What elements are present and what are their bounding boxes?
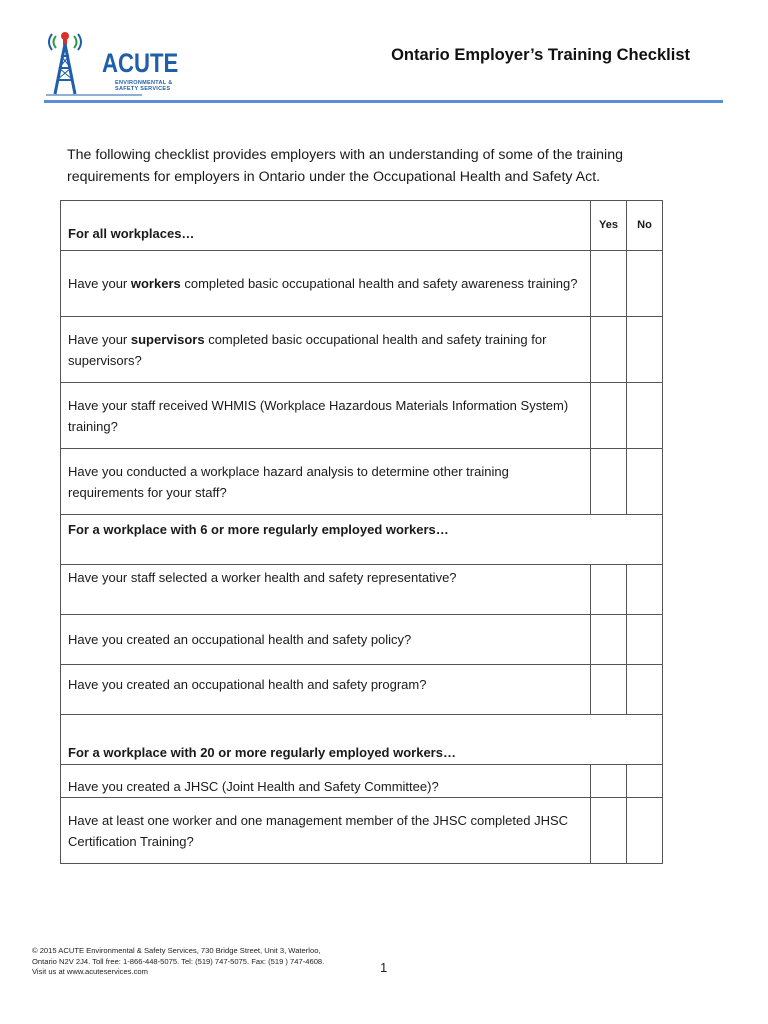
- table-row: [61, 615, 663, 665]
- page-number: 1: [380, 960, 388, 975]
- no-checkbox[interactable]: [627, 565, 663, 615]
- emphasis-workers: workers: [130, 276, 181, 291]
- training-checklist-table: [60, 200, 663, 864]
- company-logo: [42, 28, 179, 98]
- no-checkbox[interactable]: [627, 665, 663, 715]
- table-row: [61, 449, 663, 515]
- no-checkbox[interactable]: [627, 798, 663, 864]
- yes-checkbox[interactable]: [591, 798, 627, 864]
- intro-paragraph: The following checklist provides employers with an understanding of some of the training requirements for employers in Ontario under the Occupational Health and Safety Act.: [67, 147, 623, 185]
- section-row: [61, 715, 663, 765]
- no-column-header: No: [627, 201, 663, 251]
- table-row: [61, 765, 663, 798]
- page-title: Ontario Employer’s Training Checklist: [391, 46, 690, 64]
- logo-subtitle-line2: SAFETY SERVICES: [115, 86, 171, 92]
- table-row: [61, 665, 663, 715]
- yes-column-header: Yes: [591, 201, 627, 251]
- no-checkbox[interactable]: [627, 383, 663, 449]
- no-checkbox[interactable]: [627, 615, 663, 665]
- question-jhsc-certification: Have at least one worker and one management member of the JHSC completed JHSC Certification Training?: [61, 798, 591, 864]
- yes-checkbox[interactable]: [591, 615, 627, 665]
- question-workers-training: Have your workers completed basic occupational health and safety awareness training?: [61, 251, 591, 317]
- header-divider: [44, 100, 723, 103]
- section-heading: For a workplace with 20 or more regularly employed workers…: [61, 715, 663, 765]
- logo-subtitle: [115, 80, 172, 92]
- question-supervisors-training: Have your supervisors completed basic occupational health and safety training for supervisors?: [61, 317, 591, 383]
- section-heading: For all workplaces…: [61, 201, 591, 251]
- question-hs-policy: Have you created an occupational health and safety policy?: [61, 615, 591, 665]
- logo-subtitle-line1: ENVIRONMENTAL &: [115, 80, 173, 86]
- question-hs-representative: Have your staff selected a worker health and safety representative?: [61, 565, 591, 615]
- no-checkbox[interactable]: [627, 765, 663, 798]
- emphasis-supervisors: supervisors: [130, 331, 205, 347]
- table-row: [61, 383, 663, 449]
- question-whmis: Have your staff received WHMIS (Workplace Hazardous Materials Information System) training?: [61, 383, 591, 449]
- table-row: [61, 565, 663, 615]
- yes-checkbox[interactable]: [591, 765, 627, 798]
- no-checkbox[interactable]: [627, 251, 663, 317]
- yes-checkbox[interactable]: [591, 565, 627, 615]
- table-row: [61, 798, 663, 864]
- question-hazard-analysis: Have you conducted a workplace hazard analysis to determine other training requirements for your staff?: [61, 449, 591, 515]
- question-jhsc-created: Have you created a JHSC (Joint Health and Safety Committee)?: [61, 765, 591, 798]
- table-row: [61, 317, 663, 383]
- table-row: [61, 251, 663, 317]
- section-heading: For a workplace with 6 or more regularly employed workers…: [61, 515, 663, 565]
- logo-wordmark: ACUTE: [102, 48, 179, 78]
- question-hs-program: Have you created an occupational health and safety program?: [61, 665, 591, 715]
- no-checkbox[interactable]: [627, 317, 663, 383]
- no-checkbox[interactable]: [627, 449, 663, 515]
- yes-checkbox[interactable]: [591, 665, 627, 715]
- section-row: [61, 515, 663, 565]
- yes-checkbox[interactable]: [591, 251, 627, 317]
- yes-checkbox[interactable]: [591, 317, 627, 383]
- yes-checkbox[interactable]: [591, 383, 627, 449]
- yes-checkbox[interactable]: [591, 449, 627, 515]
- footer-contact-info: © 2015 ACUTE Environmental & Safety Services, 730 Bridge Street, Unit 3, Waterloo, Ontario N2V 2J4. Toll free: 1-866-448-5075. Tel: (519) 747-5075. Fax: (519 ) 747-4608. Visit us at www.acuteservices.com: [32, 946, 325, 976]
- table-header-row: [61, 201, 663, 251]
